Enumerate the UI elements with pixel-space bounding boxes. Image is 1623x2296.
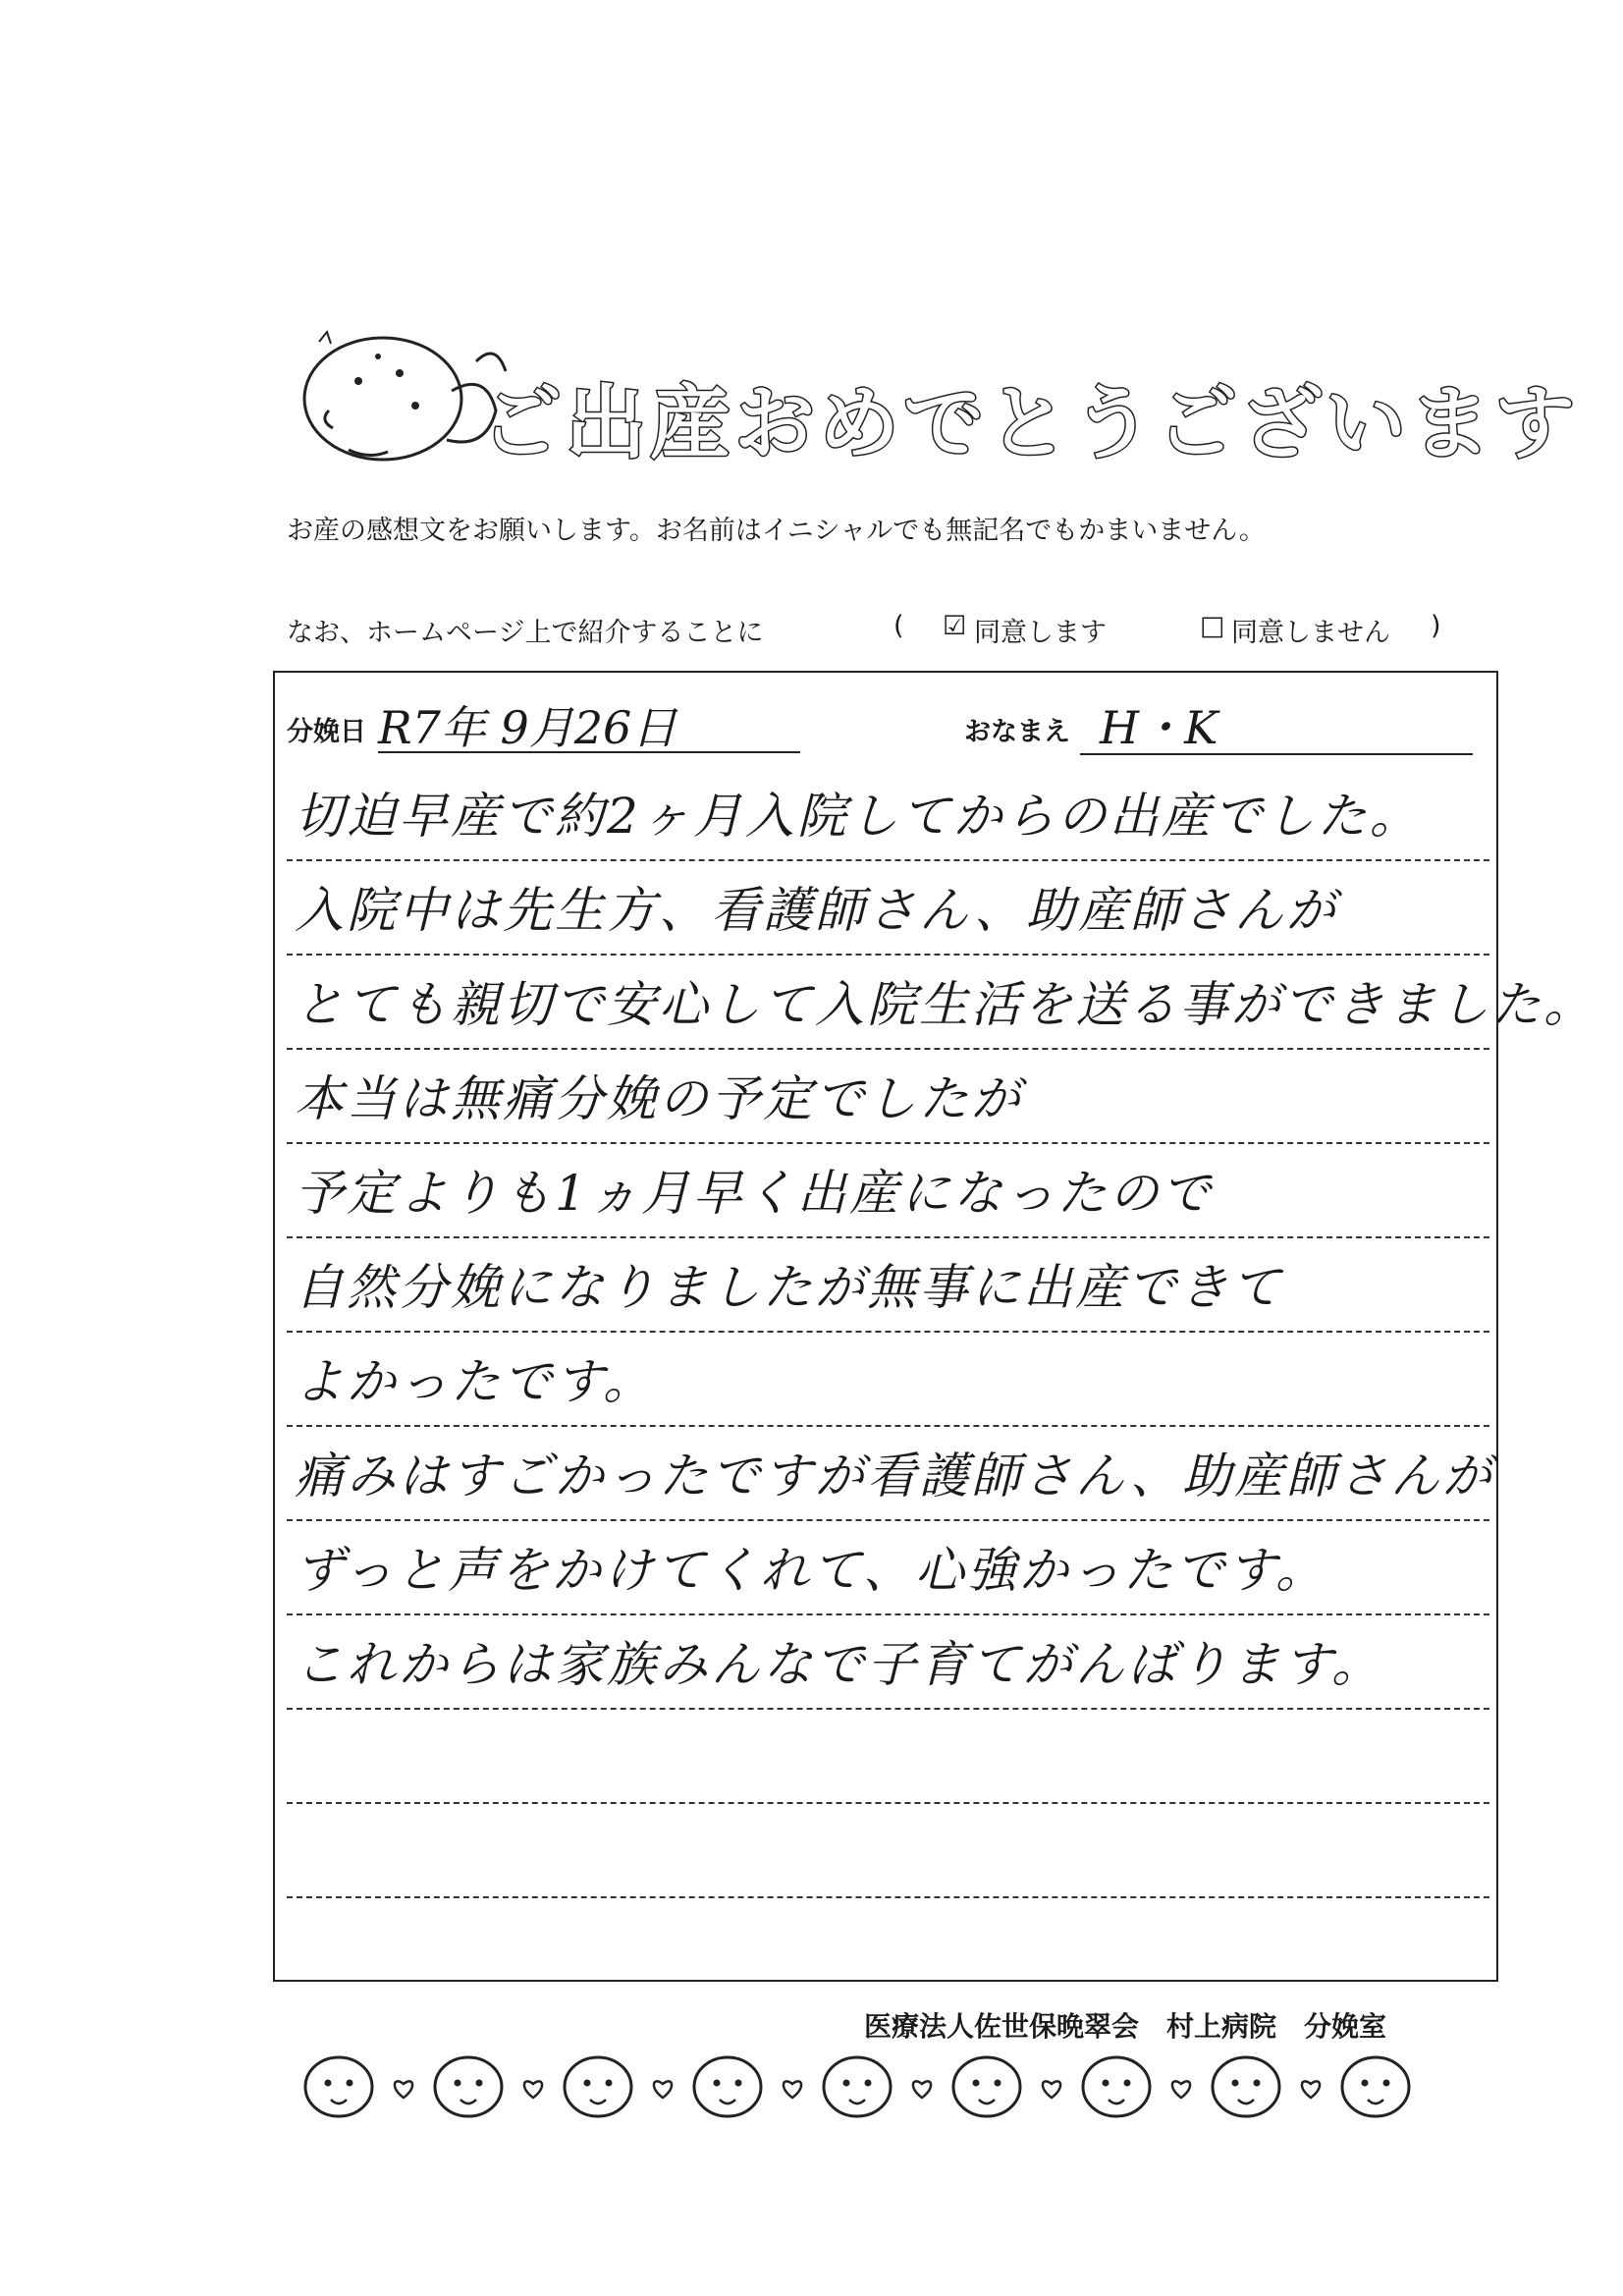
impression-form <box>273 671 1596 1982</box>
header <box>290 312 1580 484</box>
disagree-label: 同意しません <box>1231 618 1390 648</box>
heart-icon <box>654 2081 672 2098</box>
agree-label: 同意します <box>974 618 1107 648</box>
handwritten-text: 入院中は先生方、看護師さん、助産師さんが <box>295 882 1338 939</box>
ruled-line[interactable] <box>287 1238 1489 1333</box>
handwritten-text: 予定よりも1ヵ月早く出産になったので <box>295 1165 1214 1222</box>
ruled-line[interactable] <box>287 1333 1489 1427</box>
date-label: 分娩日 <box>287 717 366 747</box>
heart-icon <box>1302 2081 1320 2098</box>
handwritten-text: よかったです。 <box>295 1353 655 1410</box>
baby-face-icon <box>305 2057 372 2116</box>
ruled-line[interactable] <box>287 956 1596 1050</box>
ruled-line[interactable] <box>287 1804 1489 1898</box>
baby-face-icon <box>565 2057 631 2116</box>
consent-prefix: なお、ホームページ上で紹介することに <box>287 618 764 648</box>
handwritten-text: 自然分娩になりましたが無事に出産できて <box>295 1259 1283 1316</box>
agree-checkbox[interactable]: ☑ <box>943 611 967 641</box>
impression-lines <box>287 767 1596 1898</box>
ruled-line[interactable] <box>287 1050 1489 1144</box>
ruled-line[interactable] <box>287 767 1489 861</box>
baby-face-icon <box>953 2057 1020 2116</box>
hospital-name: 医療法人佐世保晩翠会 村上病院 分娩室 <box>864 2010 1387 2043</box>
close-paren: ) <box>1431 611 1441 641</box>
handwritten-text: 本当は無痛分娩の予定でしたが <box>295 1070 1023 1127</box>
baby-face-icon <box>694 2057 761 2116</box>
baby-face-icon <box>1342 2057 1409 2116</box>
ruled-line[interactable] <box>287 1427 1494 1521</box>
baby-face-icon <box>824 2057 891 2116</box>
date-underline <box>378 751 800 753</box>
heart-icon <box>395 2081 412 2098</box>
ruled-line[interactable] <box>287 1521 1489 1615</box>
open-paren: ( <box>893 611 904 641</box>
ruled-line[interactable] <box>287 861 1489 956</box>
page-title: ご出産おめでとうございます <box>481 377 1580 470</box>
date-value[interactable]: R7年 9月26日 <box>378 701 677 754</box>
handwritten-text: とても親切で安心して入院生活を送る事ができました。 <box>295 976 1596 1033</box>
baby-face-icon <box>1213 2057 1279 2116</box>
disagree-checkbox[interactable]: □ <box>1200 611 1225 641</box>
consent-row <box>287 611 1465 650</box>
baby-face-icons <box>295 2043 1473 2131</box>
intro-text: お産の感想文をお願いします。お名前はイニシャルでも無記名でもかまいません。 <box>287 516 1266 546</box>
ruled-line[interactable] <box>287 1144 1489 1238</box>
handwritten-text: 切迫早産で約2ヶ月入院してからの出産でした。 <box>295 788 1422 845</box>
handwritten-text: これからは家族みんなで子育てがんばります。 <box>295 1636 1383 1693</box>
baby-face-row <box>295 2043 1473 2131</box>
handwritten-text: 痛みはすごかったですが看護師さん、助産師さんが <box>295 1448 1494 1504</box>
ruled-line[interactable] <box>287 1710 1489 1804</box>
baby-face-icon <box>435 2057 502 2116</box>
name-value[interactable]: H・K <box>1100 701 1218 754</box>
baby-face-icon <box>1083 2057 1150 2116</box>
name-label: おなまえ <box>964 717 1070 747</box>
heart-icon <box>1043 2081 1060 2098</box>
heart-icon <box>1172 2081 1190 2098</box>
heart-icon <box>524 2081 542 2098</box>
heart-icon <box>784 2081 801 2098</box>
heart-icon <box>913 2081 931 2098</box>
ruled-line[interactable] <box>287 1615 1489 1710</box>
name-underline <box>1080 753 1473 755</box>
handwritten-text: ずっと声をかけてくれて、心強かったです。 <box>295 1542 1327 1599</box>
